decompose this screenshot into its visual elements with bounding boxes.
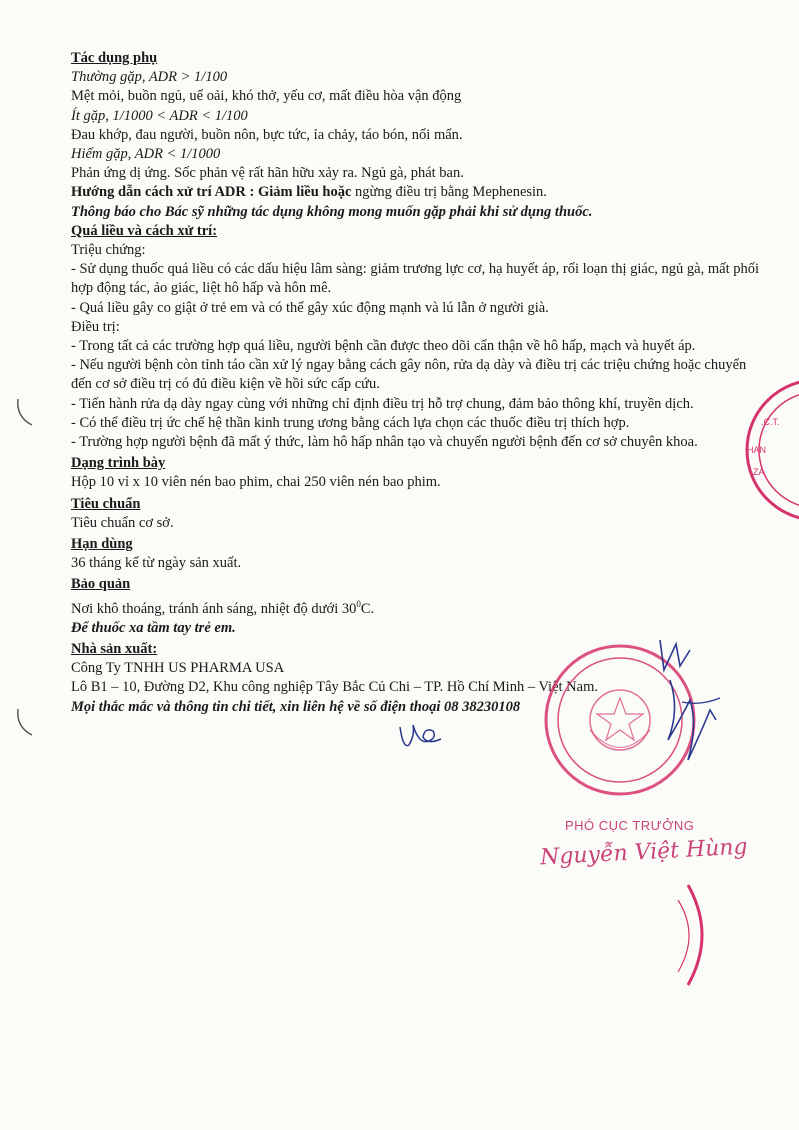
adr-guidance-rest: ngừng điều trị bằng Mephenesin. [351,184,547,201]
storage-text [71,595,761,619]
storage-text-main: Nơi khô thoáng, tránh ánh sáng, nhiệt độ dưới 30 [71,600,357,617]
treatment-label: Điều trị: [71,318,120,335]
treatment-item: - Có thể điều trị ức chế hệ thần kinh trung ương bằng cách lựa chọn các thuốc điều trị thích hợp. [71,414,630,431]
punch-hole-mark [14,705,34,739]
adr-guidance-bold: Hướng dẫn cách xử trí ADR : Giảm liều hoặc [71,184,352,201]
signatory-name: Nguyễn Việt Hùng [539,834,749,871]
initials-mark [395,715,445,755]
symptom-item: - Sử dụng thuốc quá liều có các dấu hiệu lâm sàng: giảm trương lực cơ, hạ huyết áp, rối loạn thị giác, ngủ gà, mất phối hợp động tác, ảo giác, liệt hô hấp và hôn mê. [71,261,760,297]
presentation-heading: Dạng trình bày [71,455,166,472]
adr-guidance [71,183,761,202]
treatment-item: - Trong tất cả các trường hợp quá liều, người bệnh cần được theo dõi cẩn thận về hô hấp, mạch và huyết áp. [71,338,696,355]
contact-info: Mọi thắc mắc và thông tin chi tiết, xin liên hệ về số điện thoại 08 38230108 [71,698,521,715]
document-body [71,49,761,717]
side-effects-heading: Tác dụng phụ [71,50,158,66]
treatment-item: - Trường hợp người bệnh đã mất ý thức, làm hô hấp nhân tạo và chuyển người bệnh đến cơ sở chuyên khoa. [71,434,698,451]
partial-stamp-bottom [668,880,718,990]
treatment-item: - Tiến hành rửa dạ dày ngay cùng với những chỉ định điều trị hỗ trợ chung, đảm bảo thông khí, truyền dịch. [71,395,694,412]
svg-text:HAN: HAN [747,445,767,455]
storage-text-unit: C. [360,600,375,617]
uncommon-frequency-label: Ít gặp, 1/1000 < ADR < 1/100 [71,107,248,124]
storage-heading: Bảo quản [71,576,131,593]
partial-stamp-right [735,375,799,525]
handwritten-signature [640,630,730,770]
manufacturer-address: Lô B1 – 10, Đường D2, Khu công nghiệp Tây Bắc Củ Chi – TP. Hồ Chí Minh – Việt Nam. [71,679,598,696]
children-warning: Để thuốc xa tầm tay trẻ em. [71,619,236,636]
shelf-life-text: 36 tháng kể từ ngày sản xuất. [71,555,242,572]
manufacturer-company: Công Ty TNHH US PHARMA USA [71,660,285,677]
standard-heading: Tiêu chuẩn [71,495,141,512]
shelf-life-heading: Hạn dùng [71,536,133,553]
symptoms-label: Triệu chứng: [71,242,146,259]
common-frequency-label: Thường gặp, ADR > 1/100 [71,69,228,86]
punch-hole-mark [14,395,34,429]
signatory-title: PHÓ CỤC TRƯỞNG [565,818,695,833]
svg-text:.C.T.: .C.T. [761,417,780,427]
standard-text: Tiêu chuẩn cơ sở. [71,514,174,531]
degree-superscript: 0 [356,598,361,609]
presentation-text: Hộp 10 vỉ x 10 viên nén bao phim, chai 250 viên nén bao phim. [71,474,441,491]
overdose-heading: Quá liều và cách xử trí: [71,222,218,239]
rare-frequency-label: Hiếm gặp, ADR < 1/1000 [71,146,221,163]
treatment-item: - Nếu người bệnh còn tỉnh táo cần xử lý ngay bằng cách gây nôn, rửa dạ dày và điều trị các triệu chứng hoặc chuyển đến cơ sở điều trị có đủ điều kiện về hồi sức cấp cứu. [71,357,747,393]
manufacturer-heading: Nhà sản xuất: [71,640,158,657]
rare-side-effects: Phản ứng dị ứng. Sốc phản vệ rất hãn hữu xảy ra. Ngủ gà, phát ban. [71,165,464,182]
uncommon-side-effects: Đau khớp, đau người, buồn nôn, bực tức, ỉa chảy, táo bón, nổi mẩn. [71,126,463,143]
doctor-notice: Thông báo cho Bác sỹ những tác dụng không mong muốn gặp phải khi sử dụng thuốc. [71,203,593,220]
svg-text:ZA: ZA [753,467,765,477]
symptom-item: - Quá liều gây co giật ở trẻ em và có thể gây xúc động mạnh và lú lẫn ở người già. [71,299,549,316]
common-side-effects: Mệt mỏi, buồn ngủ, uể oải, khó thở, yếu cơ, mất điều hòa vận động [71,88,462,105]
